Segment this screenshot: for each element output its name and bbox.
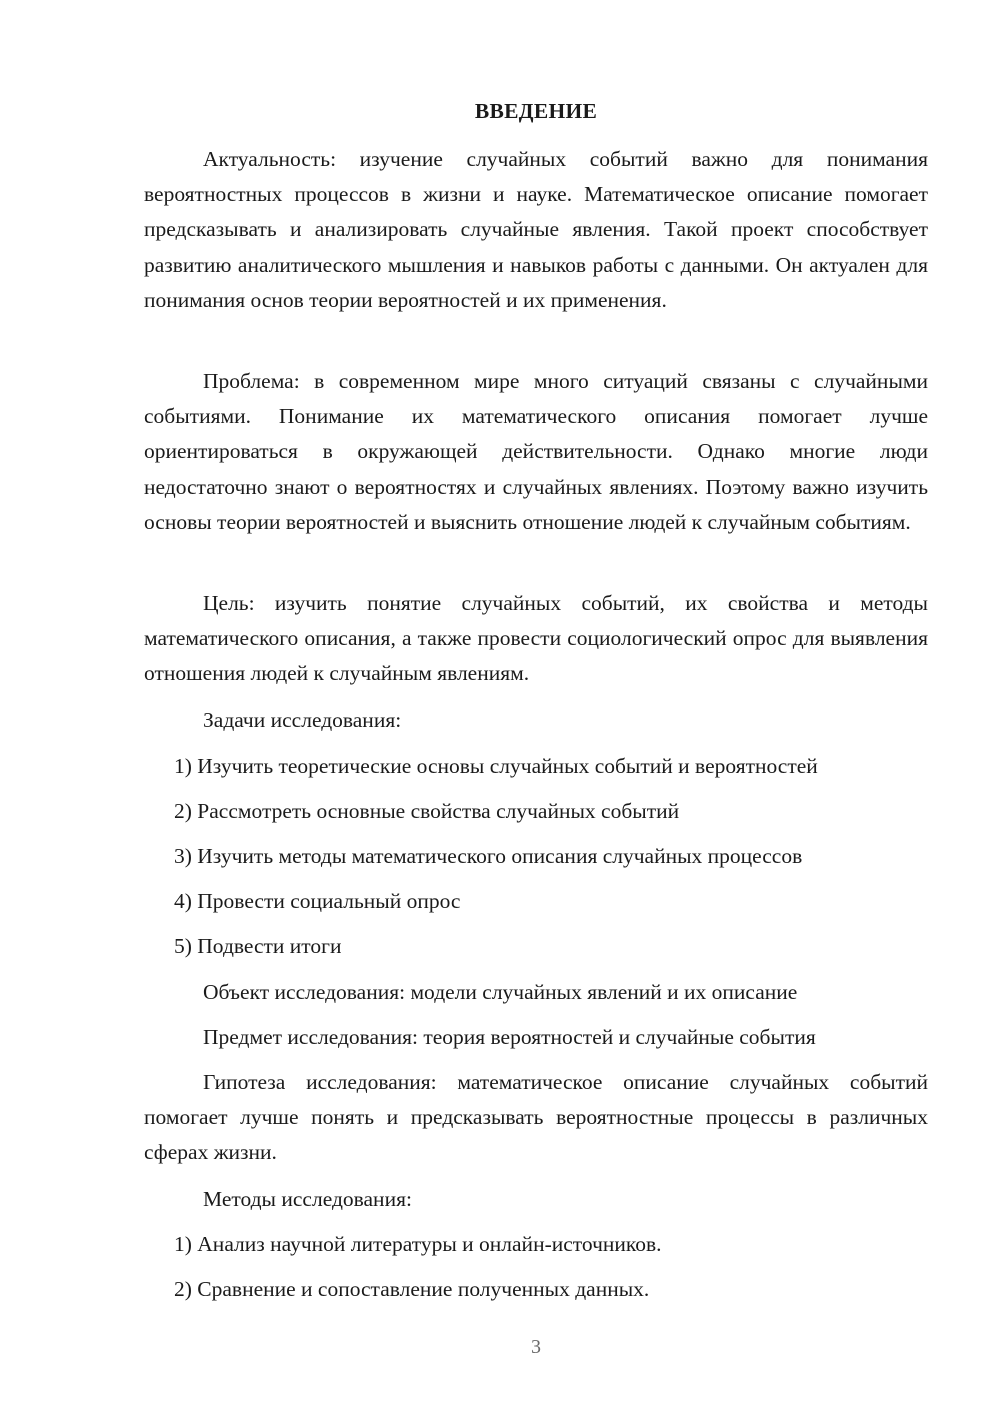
method-item-2: 2) Сравнение и сопоставление полученных данных. (174, 1277, 650, 1301)
research-subject: Предмет исследования: теория вероятностей и случайные события (203, 1025, 816, 1049)
task-item-4: 4) Провести социальный опрос (174, 889, 461, 913)
tasks-title: Задачи исследования: (203, 708, 402, 732)
section-heading: ВВЕДЕНИЕ (474, 99, 598, 123)
task-item-5: 5) Подвести итоги (174, 934, 342, 958)
method-item-1: 1) Анализ научной литературы и онлайн-источников. (174, 1232, 662, 1256)
document-page (144, 0, 928, 1414)
research-object: Объект исследования: модели случайных явлений и их описание (203, 980, 798, 1004)
methods-title: Методы исследования: (203, 1187, 412, 1211)
task-item-1: 1) Изучить теоретические основы случайных событий и вероятностей (174, 754, 818, 778)
relevance-paragraph: Актуальность: изучение случайных событий важно для понимания вероятностных процессов в жизни и науке. Математическое описание помогает предсказывать и анализировать случайные явления. Такой проект способствует развитию аналитического мышления и навыков работы с данными. Он актуален для понимания основ теории вероятностей и их применения. (144, 147, 928, 312)
page-number: 3 (531, 1336, 541, 1358)
task-item-2: 2) Рассмотреть основные свойства случайных событий (174, 799, 680, 823)
task-item-3: 3) Изучить методы математического описания случайных процессов (174, 844, 803, 868)
problem-paragraph: Проблема: в современном мире много ситуаций связаны с случайными событиями. Понимание их математического описания помогает лучше ориентироваться в окружающей действительности. Однако многие люди недостаточно знают о вероятностях и случайных явлениях. Поэтому важно изучить основы теории вероятностей и выяснить отношение людей к случайным событиям. (144, 369, 928, 534)
goal-paragraph: Цель: изучить понятие случайных событий, их свойства и методы математического описания, а также провести социологический опрос для выявления отношения людей к случайным явлениям. (144, 591, 928, 686)
hypothesis-paragraph: Гипотеза исследования: математическое описание случайных событий помогает лучше понять и предсказывать вероятностные процессы в различных сферах жизни. (144, 1070, 928, 1165)
